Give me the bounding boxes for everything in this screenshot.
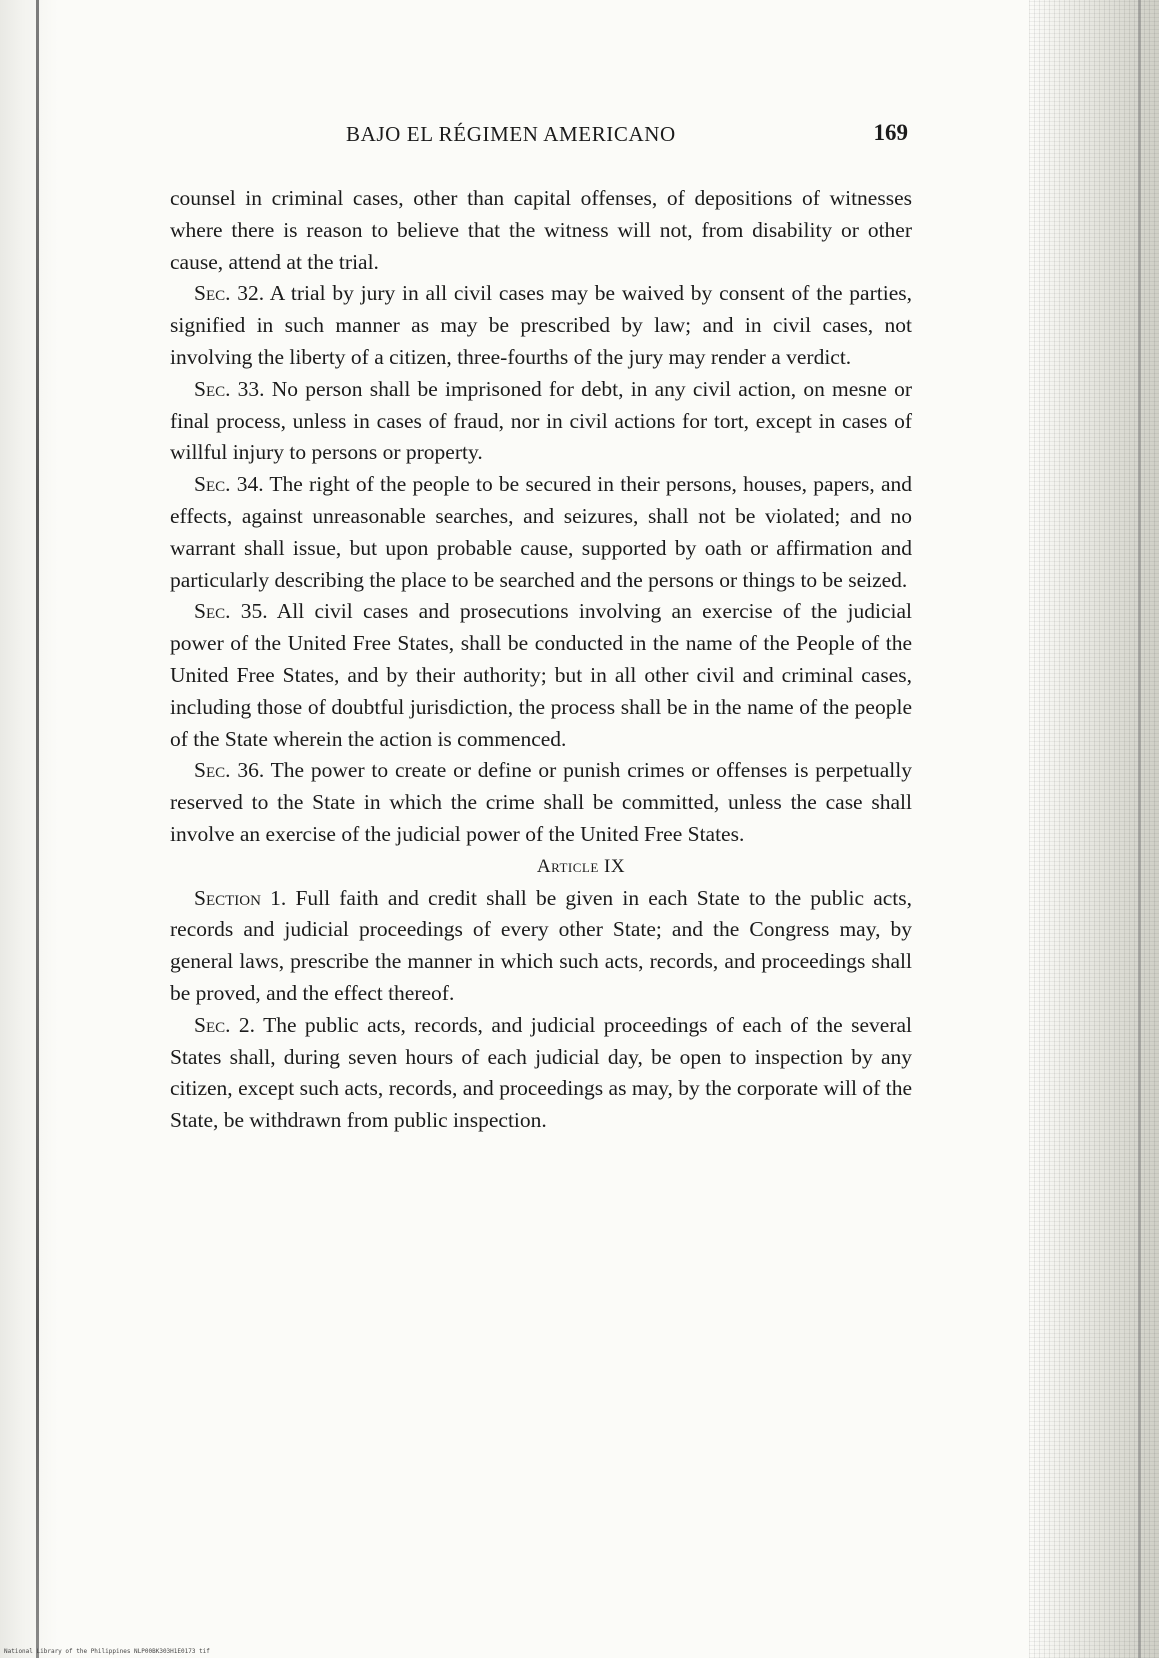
left-binding-shadow: [36, 0, 39, 1658]
section-35: [170, 596, 912, 755]
section-34: [170, 469, 912, 596]
section-label: Sec. 33.: [194, 376, 265, 401]
section-label: Sec. 36.: [194, 758, 265, 783]
paragraph-text: All civil cases and prosecutions involving an exercise of the judicial power of the United Free States, shall be conducted in the name of the People of the United Free States, and by their authority; but in all other civil and criminal cases, including those of doubtful jurisdiction, the process shall be in the name of the people of the State wherein the action is commenced.: [170, 599, 913, 751]
left-scan-edge: [0, 0, 58, 1658]
section-label: Section 1.: [194, 885, 287, 910]
body-text: [170, 183, 912, 1137]
library-credit: National Library of the Philippines NLP00BK303H1E0173 tif: [4, 1648, 210, 1655]
article-heading: Article IX: [536, 855, 626, 877]
paragraph-text: Full faith and credit shall be given in each State to the public acts, records and judicial proceedings of every other State; and the Congress may, by general laws, prescribe the manner in which such acts, records, and proceedings shall be proved, and the effect thereof.: [170, 885, 913, 1005]
paragraph-text: No person shall be imprisoned for debt, in any civil action, on mesne or final process, unless in cases of fraud, nor in civil actions for tort, except in cases of willful injury to persons or property.: [170, 376, 913, 465]
article-section-2: [170, 1010, 912, 1137]
paragraph-text: The public acts, records, and judicial proceedings of each of the several States shall, during seven hours of each judicial day, be open to inspection by any citizen, except such acts, records, and proceedings as may, by the corporate will of the State, be withdrawn from public inspection.: [170, 1012, 912, 1133]
page-header: [170, 120, 930, 160]
section-36: [170, 755, 912, 850]
paragraph-text: A trial by jury in all civil cases may be waived by consent of the parties, signified in such manner as may be prescribed by law; and in civil cases, not involving the liberty of a citizen, three-fourths of the jury may render a verdict.: [170, 281, 912, 369]
paragraph-text: The power to create or define or punish crimes or offenses is perpetually reserved to the State in which the crime shall be committed, unless the case shall involve an exercise of the judicial power of the United Free States.: [170, 758, 913, 846]
article-section-1: [170, 883, 912, 1010]
paragraph-text: counsel in criminal cases, other than capital offenses, of depositions of witnesses where there is reason to believe that the witness will not, from disability or other cause, attend at the trial.: [170, 186, 912, 274]
page-number: 169: [873, 120, 908, 145]
section-label: Sec. 2.: [194, 1012, 256, 1037]
section-33: [170, 374, 912, 469]
section-32: [170, 278, 912, 373]
paragraph-text: The right of the people to be secured in their persons, houses, papers, and effects, against unreasonable searches, and seizures, shall not be violated; and no warrant shall issue, but upon probable cause, supported by oath or affirmation and particularly describing the place to be searched and the persons or things to be seized.: [170, 472, 912, 592]
paragraph-continuation: [170, 183, 912, 278]
right-binding-shadow: [1138, 0, 1141, 1658]
section-label: Sec. 32.: [194, 281, 265, 306]
section-label: Sec. 34.: [194, 472, 264, 497]
section-label: Sec. 35.: [194, 599, 268, 624]
running-title: BAJO EL RÉGIMEN AMERICANO: [346, 122, 676, 146]
